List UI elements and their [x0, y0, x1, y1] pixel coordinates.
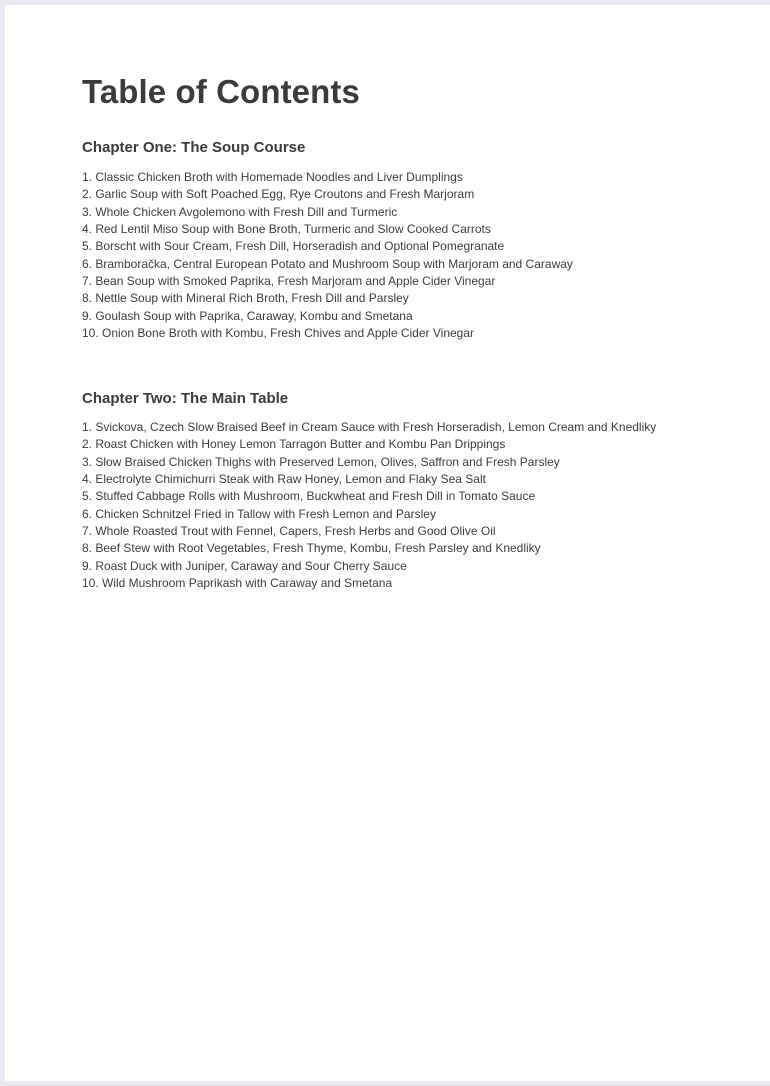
- list-item: 5. Borscht with Sour Cream, Fresh Dill, Horseradish and Optional Pomegranate: [82, 239, 505, 254]
- recipe-list: [82, 169, 573, 342]
- list-item: 9. Goulash Soup with Paprika, Caraway, Kombu and Smetana: [82, 308, 413, 323]
- list-item: 10. Onion Bone Broth with Kombu, Fresh Chives and Apple Cider Vinegar: [82, 326, 475, 341]
- list-item: 5. Stuffed Cabbage Rolls with Mushroom, Buckwheat and Fresh Dill in Tomato Sauce: [82, 489, 536, 504]
- chapter-heading: Chapter One: The Soup Course: [82, 139, 306, 156]
- list-item: 2. Garlic Soup with Soft Poached Egg, Rye Croutons and Fresh Marjoram: [82, 187, 475, 202]
- list-item: 3. Whole Chicken Avgolemono with Fresh Dill and Turmeric: [82, 204, 398, 219]
- list-item: 8. Nettle Soup with Mineral Rich Broth, Fresh Dill and Parsley: [82, 291, 409, 306]
- list-item: 6. Bramboračka, Central European Potato and Mushroom Soup with Marjoram and Caraway: [82, 256, 573, 271]
- list-item: 1. Classic Chicken Broth with Homemade Noodles and Liver Dumplings: [82, 170, 463, 184]
- list-item: 10. Wild Mushroom Paprikash with Caraway and Smetana: [82, 576, 393, 591]
- list-item: 9. Roast Duck with Juniper, Caraway and Sour Cherry Sauce: [82, 558, 407, 573]
- list-item: 8. Beef Stew with Root Vegetables, Fresh Thyme, Kombu, Fresh Parsley and Knedliky: [82, 541, 541, 556]
- list-item: 7. Whole Roasted Trout with Fennel, Capers, Fresh Herbs and Good Olive Oil: [82, 524, 496, 539]
- document-page: [5, 5, 770, 1081]
- chapter-one-section: [82, 139, 573, 342]
- list-item: 3. Slow Braised Chicken Thighs with Preserved Lemon, Olives, Saffron and Fresh Parsley: [82, 454, 560, 469]
- list-item: 7. Bean Soup with Smoked Paprika, Fresh Marjoram and Apple Cider Vinegar: [82, 274, 496, 289]
- list-item: 6. Chicken Schnitzel Fried in Tallow with Fresh Lemon and Parsley: [82, 506, 436, 521]
- recipe-list: [82, 419, 656, 592]
- chapter-two-section: [82, 390, 656, 592]
- list-item: 4. Electrolyte Chimichurri Steak with Raw Honey, Lemon and Flaky Sea Salt: [82, 472, 486, 487]
- chapter-heading: Chapter Two: The Main Table: [82, 390, 289, 407]
- list-item: 4. Red Lentil Miso Soup with Bone Broth, Turmeric and Slow Cooked Carrots: [82, 222, 491, 237]
- list-item: 2. Roast Chicken with Honey Lemon Tarragon Butter and Kombu Pan Drippings: [82, 437, 506, 452]
- page-title: Table of Contents: [82, 73, 360, 110]
- list-item: 1. Svickova, Czech Slow Braised Beef in Cream Sauce with Fresh Horseradish, Lemon Cream and Knedliky: [82, 420, 657, 434]
